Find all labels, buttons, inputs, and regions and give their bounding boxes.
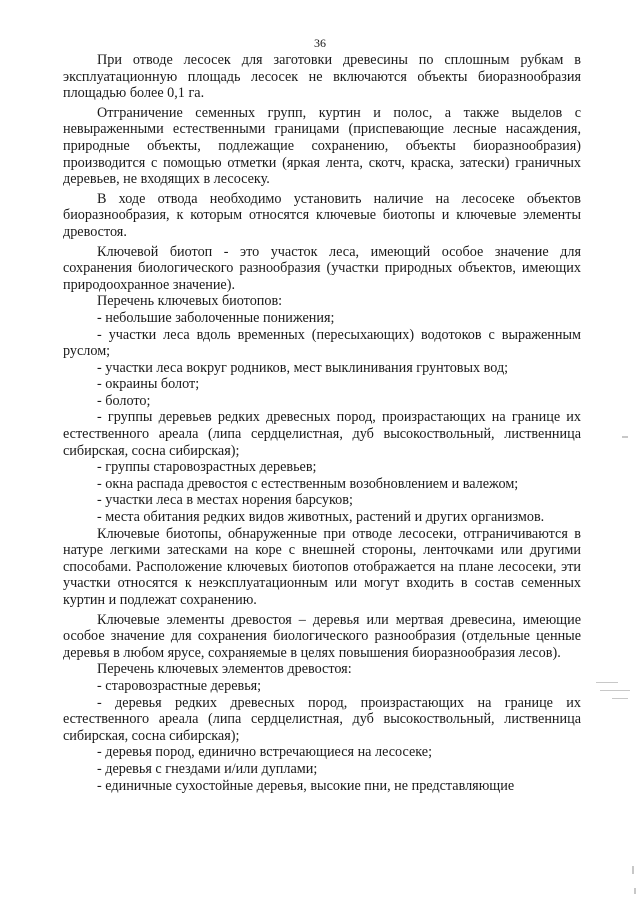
scan-speck: [622, 436, 628, 438]
list-item: - окна распада древостоя с естественным возобновлением и валежом;: [97, 475, 519, 492]
list-heading: Перечень ключевых биотопов:: [97, 293, 283, 310]
paragraph: Ключевой биотоп - это участок леса, имеющий особое значение для сохранения биологического разнообразия (участки природных объектов, имеющих природоохранное значение).: [63, 243, 581, 293]
paragraph: Ключевые элементы древостоя – деревья или мертвая древесина, имеющие особое значение для сохранения биологического разнообразия (отдельные ценные деревья в любом ярусе, сохраняемые в целях повышения биоразнообразия лесов).: [63, 611, 581, 661]
page-body: [63, 52, 581, 794]
list-item: - деревья с гнездами и/или дуплами;: [97, 760, 318, 777]
page-number: 36: [314, 36, 326, 50]
list-item: - участки леса вдоль временных (пересыхающих) водотоков с выраженным руслом;: [63, 326, 581, 360]
list-item: - участки леса в местах норения барсуков;: [97, 492, 353, 509]
list-item: - группы деревьев редких древесных пород, произрастающих на границе их естественного ареала (липа сердцелистная, дуб высокоствольный, лиственница сибирская, сосна сибирская);: [63, 409, 581, 459]
scan-speck: [596, 682, 618, 683]
paragraph: В ходе отвода необходимо установить наличие на лесосеке объектов биоразнообразия, к которым относятся ключевые биотопы и ключевые элементы древостоя.: [63, 190, 581, 240]
list-item: - группы старовозрастных деревьев;: [97, 459, 317, 476]
list-item: - единичные сухостойные деревья, высокие пни, не представляющие: [97, 777, 515, 794]
list-item: - окраины болот;: [97, 376, 200, 393]
list-item: - участки леса вокруг родников, мест выклинивания грунтовых вод;: [97, 359, 509, 376]
paragraph: Ключевые биотопы, обнаруженные при отводе лесосеки, отграничиваются в натуре легкими затесками на коре с внешней стороны, ленточками или другими способами. Расположение ключевых биотопов отображается на плане лесосеки, эти участки относятся к неэксплуатационным или могут входить в состав семенных куртин и подлежат сохранению.: [63, 525, 581, 608]
list-item: - старовозрастные деревья;: [97, 677, 262, 694]
list-item: - деревья редких древесных пород, произрастающих на границе их естественного ареала (липа сердцелистная, дуб высокоствольный, лиственница сибирская, сосна сибирская);: [63, 694, 581, 744]
paragraph: Отграничение семенных групп, куртин и полос, а также выделов с невыраженными естественными границами (приспевающие лесные насаждения, природные объекты, подлежащие сохранению, объекты биоразнообразия) производится с помощью отметки (яркая лента, скотч, краска, затески) граничных деревьев, не входящих в лесосеку.: [63, 104, 581, 188]
list-item: - болото;: [97, 392, 151, 409]
scan-speck: [600, 690, 630, 691]
scan-speck: [634, 888, 636, 894]
list-item: - деревья пород, единично встречающиеся на лесосеке;: [97, 744, 433, 761]
scan-speck: [612, 698, 628, 699]
list-item: - небольшие заболоченные понижения;: [97, 309, 335, 326]
paragraph: При отводе лесосек для заготовки древесины по сплошным рубкам в эксплуатационную площадь лесосек не включаются объекты биоразнообразия площадью более 0,1 га.: [63, 52, 581, 102]
scan-speck: [632, 866, 634, 874]
list-item: - места обитания редких видов животных, растений и других организмов.: [97, 509, 545, 526]
list-heading: Перечень ключевых элементов древостоя:: [97, 661, 352, 678]
